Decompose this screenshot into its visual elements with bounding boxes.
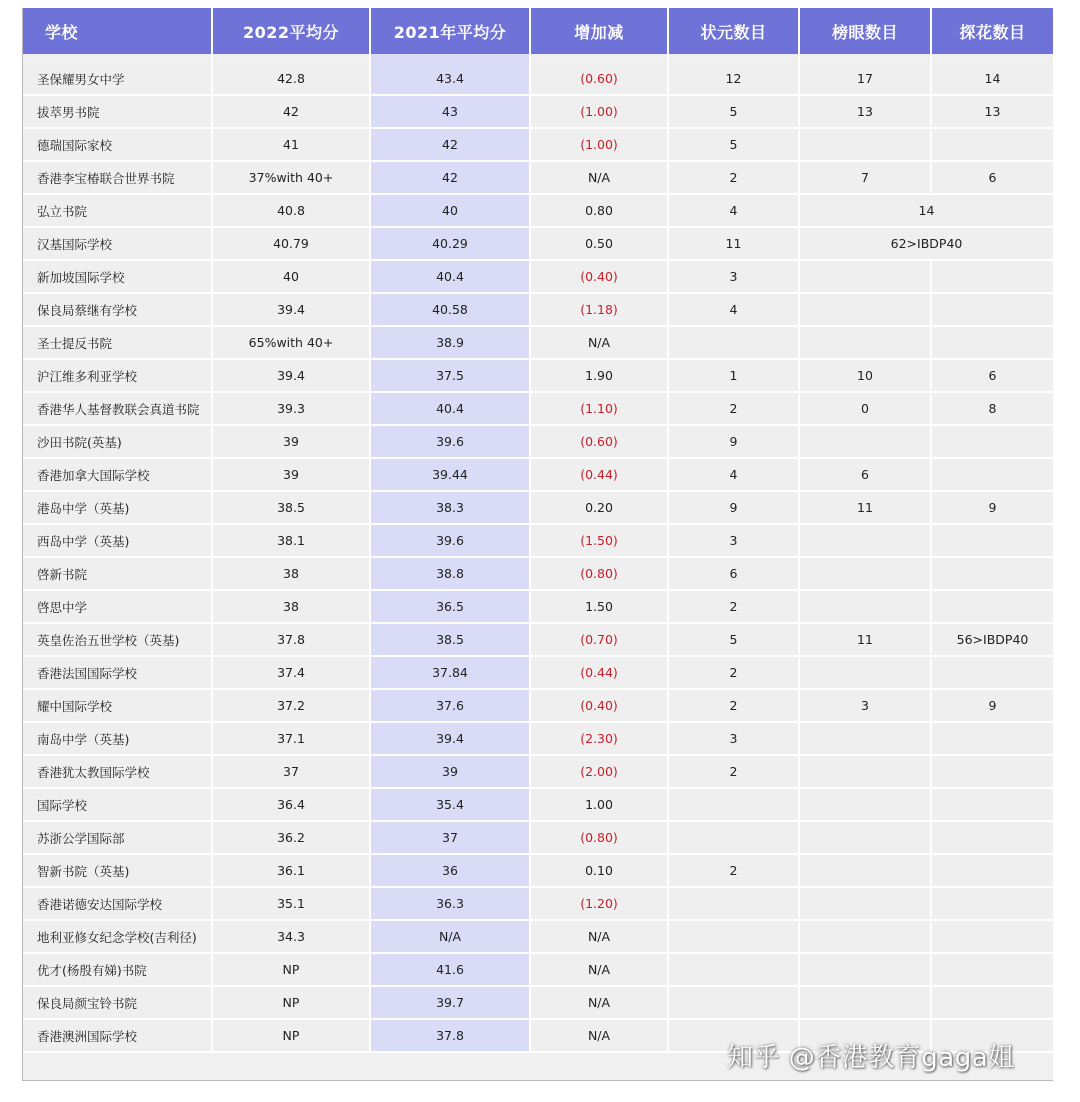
cell-school: 西岛中学（英基) xyxy=(23,525,213,558)
table-row xyxy=(23,855,1053,888)
cell-avg-2022: NP xyxy=(213,1020,371,1053)
cell-avg-2021: 39.7 xyxy=(371,987,531,1020)
cell-bangyan xyxy=(800,294,932,327)
cell-bangyan xyxy=(800,987,932,1020)
cell-change: (0.70) xyxy=(531,624,669,657)
cell-school: 新加坡国际学校 xyxy=(23,261,213,294)
cell-avg-2022: 40.8 xyxy=(213,195,371,228)
cell-zhuangyuan: 4 xyxy=(669,195,800,228)
cell-bangyan xyxy=(800,822,932,855)
table-row xyxy=(23,261,1053,294)
cell-change: (1.50) xyxy=(531,525,669,558)
header-tanhua-count: 探花数目 xyxy=(932,8,1053,54)
cell-change: (0.44) xyxy=(531,459,669,492)
cell-avg-2021: 39 xyxy=(371,756,531,789)
cell-zhuangyuan: 6 xyxy=(669,558,800,591)
cell-avg-2021: 37.5 xyxy=(371,360,531,393)
cell-avg-2022: 37.2 xyxy=(213,690,371,723)
cell-bangyan xyxy=(800,888,932,921)
cell-school: 香港法国国际学校 xyxy=(23,657,213,690)
cell-change: 0.20 xyxy=(531,492,669,525)
table-row xyxy=(23,492,1053,525)
table-row xyxy=(23,723,1053,756)
cell-zhuangyuan: 3 xyxy=(669,261,800,294)
cell-school: 香港华人基督教联会真道书院 xyxy=(23,393,213,426)
cell-avg-2021: 37.8 xyxy=(371,1020,531,1053)
cell-change: (0.40) xyxy=(531,261,669,294)
cell-tanhua xyxy=(932,591,1053,624)
cell-tanhua xyxy=(932,756,1053,789)
table-row xyxy=(23,657,1053,690)
cell-zhuangyuan: 1 xyxy=(669,360,800,393)
cell-bangyan xyxy=(800,327,932,360)
cell-bangyan xyxy=(800,129,932,162)
cell-bangyan-tanhua-merged: 14 xyxy=(800,195,1053,228)
cell-school: 啓思中学 xyxy=(23,591,213,624)
cell-zhuangyuan: 9 xyxy=(669,492,800,525)
table-row xyxy=(23,393,1053,426)
cell-avg-2021: 39.6 xyxy=(371,525,531,558)
cell-school: 啓新书院 xyxy=(23,558,213,591)
cell-school: 汉基国际学校 xyxy=(23,228,213,261)
cell-tanhua xyxy=(932,657,1053,690)
spacer-row xyxy=(23,54,1053,63)
cell-zhuangyuan: 2 xyxy=(669,393,800,426)
cell-tanhua: 56>IBDP40 xyxy=(932,624,1053,657)
cell-bangyan xyxy=(800,756,932,789)
cell-school: 香港加拿大国际学校 xyxy=(23,459,213,492)
cell-avg-2022: 39 xyxy=(213,426,371,459)
cell-bangyan xyxy=(800,657,932,690)
cell-avg-2022: 38.5 xyxy=(213,492,371,525)
cell-school: 地利亚修女纪念学校(吉利径) xyxy=(23,921,213,954)
cell-bangyan xyxy=(800,921,932,954)
cell-change: N/A xyxy=(531,162,669,195)
cell-change: 1.50 xyxy=(531,591,669,624)
cell-bangyan: 10 xyxy=(800,360,932,393)
cell-avg-2021: 39.4 xyxy=(371,723,531,756)
cell-change: (2.30) xyxy=(531,723,669,756)
table-row xyxy=(23,690,1053,723)
cell-avg-2022: 39.3 xyxy=(213,393,371,426)
cell-avg-2022: 39.4 xyxy=(213,294,371,327)
cell-tanhua xyxy=(932,327,1053,360)
cell-avg-2022: 37 xyxy=(213,756,371,789)
ib-results-table xyxy=(23,8,1053,1053)
cell-avg-2022: 36.4 xyxy=(213,789,371,822)
header-row xyxy=(23,8,1053,54)
cell-zhuangyuan xyxy=(669,822,800,855)
table-body xyxy=(23,54,1053,1053)
cell-avg-2021: 38.9 xyxy=(371,327,531,360)
cell-change: N/A xyxy=(531,987,669,1020)
cell-zhuangyuan: 2 xyxy=(669,756,800,789)
cell-school: 弘立书院 xyxy=(23,195,213,228)
cell-change: 0.50 xyxy=(531,228,669,261)
cell-school: 英皇佐治五世学校（英基) xyxy=(23,624,213,657)
cell-school: 优才(杨殷有娣)书院 xyxy=(23,954,213,987)
cell-school: 沪江维多利亚学校 xyxy=(23,360,213,393)
cell-bangyan: 7 xyxy=(800,162,932,195)
cell-avg-2022: 38.1 xyxy=(213,525,371,558)
cell-bangyan xyxy=(800,591,932,624)
cell-avg-2022: 40.79 xyxy=(213,228,371,261)
cell-school: 耀中国际学校 xyxy=(23,690,213,723)
cell-bangyan: 13 xyxy=(800,96,932,129)
cell-avg-2021: 36 xyxy=(371,855,531,888)
cell-avg-2022: 36.1 xyxy=(213,855,371,888)
cell-zhuangyuan: 4 xyxy=(669,294,800,327)
table-row xyxy=(23,558,1053,591)
table-row xyxy=(23,294,1053,327)
cell-zhuangyuan xyxy=(669,954,800,987)
cell-zhuangyuan xyxy=(669,921,800,954)
cell-tanhua: 6 xyxy=(932,360,1053,393)
cell-change: (0.44) xyxy=(531,657,669,690)
cell-zhuangyuan: 5 xyxy=(669,129,800,162)
cell-bangyan xyxy=(800,789,932,822)
cell-avg-2021: 40.29 xyxy=(371,228,531,261)
table-row xyxy=(23,63,1053,96)
cell-tanhua: 14 xyxy=(932,63,1053,96)
cell-school: 保良局颜宝铃书院 xyxy=(23,987,213,1020)
cell-avg-2022: 38 xyxy=(213,558,371,591)
header-avg-2021: 2021年平均分 xyxy=(371,8,531,54)
cell-zhuangyuan: 5 xyxy=(669,96,800,129)
cell-avg-2021: 40.4 xyxy=(371,261,531,294)
zhihu-watermark: 知乎 @香港教育gaga姐 xyxy=(727,1043,1015,1073)
cell-change: (0.60) xyxy=(531,63,669,96)
cell-tanhua xyxy=(932,723,1053,756)
table-row xyxy=(23,756,1053,789)
cell-school: 苏浙公学国际部 xyxy=(23,822,213,855)
cell-avg-2022: 65%with 40+ xyxy=(213,327,371,360)
cell-school: 智新书院（英基) xyxy=(23,855,213,888)
table-row xyxy=(23,426,1053,459)
cell-change: (2.00) xyxy=(531,756,669,789)
cell-change: (1.20) xyxy=(531,888,669,921)
cell-tanhua xyxy=(932,855,1053,888)
cell-avg-2021: 38.8 xyxy=(371,558,531,591)
cell-change: 1.90 xyxy=(531,360,669,393)
cell-bangyan xyxy=(800,723,932,756)
cell-bangyan-tanhua-merged: 62>IBDP40 xyxy=(800,228,1053,261)
cell-change: N/A xyxy=(531,1020,669,1053)
cell-bangyan xyxy=(800,261,932,294)
cell-school: 南岛中学（英基) xyxy=(23,723,213,756)
cell-avg-2022: 38 xyxy=(213,591,371,624)
cell-avg-2021: 37.6 xyxy=(371,690,531,723)
cell-tanhua xyxy=(932,789,1053,822)
cell-tanhua xyxy=(932,459,1053,492)
cell-bangyan: 3 xyxy=(800,690,932,723)
table-row xyxy=(23,954,1053,987)
table-row xyxy=(23,987,1053,1020)
table-row xyxy=(23,888,1053,921)
cell-avg-2022: 39 xyxy=(213,459,371,492)
cell-avg-2021: 36.5 xyxy=(371,591,531,624)
cell-avg-2021: 43 xyxy=(371,96,531,129)
cell-school: 德瑞国际家校 xyxy=(23,129,213,162)
cell-tanhua xyxy=(932,525,1053,558)
cell-bangyan: 11 xyxy=(800,624,932,657)
cell-avg-2021: 39.44 xyxy=(371,459,531,492)
cell-tanhua xyxy=(932,987,1053,1020)
cell-school: 国际学校 xyxy=(23,789,213,822)
header-avg-2022: 2022平均分 xyxy=(213,8,371,54)
cell-tanhua: 9 xyxy=(932,690,1053,723)
cell-school: 拔萃男书院 xyxy=(23,96,213,129)
cell-tanhua xyxy=(932,558,1053,591)
cell-avg-2022: 34.3 xyxy=(213,921,371,954)
cell-tanhua xyxy=(932,261,1053,294)
cell-avg-2022: 37.8 xyxy=(213,624,371,657)
cell-bangyan xyxy=(800,855,932,888)
cell-school: 香港李宝椿联合世界书院 xyxy=(23,162,213,195)
cell-avg-2021: 38.3 xyxy=(371,492,531,525)
cell-zhuangyuan: 12 xyxy=(669,63,800,96)
cell-school: 香港诺德安达国际学校 xyxy=(23,888,213,921)
table-row xyxy=(23,789,1053,822)
header-change: 增加减 xyxy=(531,8,669,54)
cell-zhuangyuan: 2 xyxy=(669,657,800,690)
cell-avg-2022: 36.2 xyxy=(213,822,371,855)
header-school: 学校 xyxy=(23,8,213,54)
cell-tanhua: 13 xyxy=(932,96,1053,129)
table-row xyxy=(23,129,1053,162)
cell-avg-2022: 40 xyxy=(213,261,371,294)
cell-zhuangyuan xyxy=(669,987,800,1020)
cell-change: N/A xyxy=(531,954,669,987)
table-row xyxy=(23,921,1053,954)
cell-avg-2022: 37.1 xyxy=(213,723,371,756)
cell-bangyan xyxy=(800,525,932,558)
cell-school: 沙田书院(英基) xyxy=(23,426,213,459)
cell-zhuangyuan: 2 xyxy=(669,162,800,195)
table-row xyxy=(23,822,1053,855)
table-row xyxy=(23,228,1053,261)
cell-bangyan: 6 xyxy=(800,459,932,492)
cell-avg-2021: 40.4 xyxy=(371,393,531,426)
table-header xyxy=(23,8,1053,54)
cell-tanhua xyxy=(932,129,1053,162)
table-row xyxy=(23,525,1053,558)
cell-avg-2022: 39.4 xyxy=(213,360,371,393)
cell-avg-2021: 39.6 xyxy=(371,426,531,459)
header-bangyan-count: 榜眼数目 xyxy=(800,8,932,54)
cell-bangyan xyxy=(800,426,932,459)
cell-change: N/A xyxy=(531,921,669,954)
cell-change: (0.80) xyxy=(531,822,669,855)
cell-bangyan xyxy=(800,558,932,591)
cell-school: 香港澳洲国际学校 xyxy=(23,1020,213,1053)
cell-change: 1.00 xyxy=(531,789,669,822)
cell-avg-2022: NP xyxy=(213,954,371,987)
cell-bangyan: 0 xyxy=(800,393,932,426)
cell-avg-2022: 37.4 xyxy=(213,657,371,690)
cell-tanhua xyxy=(932,954,1053,987)
cell-bangyan: 11 xyxy=(800,492,932,525)
cell-avg-2021: 43.4 xyxy=(371,63,531,96)
cell-zhuangyuan xyxy=(669,327,800,360)
cell-avg-2022: 35.1 xyxy=(213,888,371,921)
cell-zhuangyuan: 3 xyxy=(669,723,800,756)
cell-avg-2021: 41.6 xyxy=(371,954,531,987)
cell-school: 圣士提反书院 xyxy=(23,327,213,360)
table-row xyxy=(23,459,1053,492)
cell-zhuangyuan: 4 xyxy=(669,459,800,492)
cell-zhuangyuan: 9 xyxy=(669,426,800,459)
cell-avg-2022: 42.8 xyxy=(213,63,371,96)
cell-change: N/A xyxy=(531,327,669,360)
cell-school: 圣保耀男女中学 xyxy=(23,63,213,96)
table-row xyxy=(23,96,1053,129)
cell-bangyan xyxy=(800,954,932,987)
cell-zhuangyuan: 11 xyxy=(669,228,800,261)
cell-zhuangyuan xyxy=(669,888,800,921)
cell-avg-2022: 37%with 40+ xyxy=(213,162,371,195)
cell-change: 0.10 xyxy=(531,855,669,888)
cell-avg-2021: 37 xyxy=(371,822,531,855)
cell-avg-2021: 42 xyxy=(371,129,531,162)
cell-change: (0.40) xyxy=(531,690,669,723)
cell-change: (1.10) xyxy=(531,393,669,426)
cell-avg-2022: 42 xyxy=(213,96,371,129)
cell-tanhua xyxy=(932,294,1053,327)
cell-avg-2021: 37.84 xyxy=(371,657,531,690)
cell-zhuangyuan: 2 xyxy=(669,855,800,888)
cell-zhuangyuan: 5 xyxy=(669,624,800,657)
cell-zhuangyuan: 2 xyxy=(669,690,800,723)
cell-bangyan: 17 xyxy=(800,63,932,96)
cell-change: (1.00) xyxy=(531,96,669,129)
cell-tanhua: 6 xyxy=(932,162,1053,195)
cell-avg-2021: 40 xyxy=(371,195,531,228)
table-row xyxy=(23,162,1053,195)
cell-tanhua xyxy=(932,426,1053,459)
cell-avg-2022: 41 xyxy=(213,129,371,162)
cell-tanhua: 8 xyxy=(932,393,1053,426)
cell-tanhua xyxy=(932,822,1053,855)
cell-avg-2021: 38.5 xyxy=(371,624,531,657)
cell-avg-2021: N/A xyxy=(371,921,531,954)
cell-tanhua: 9 xyxy=(932,492,1053,525)
table-row xyxy=(23,624,1053,657)
cell-avg-2021: 40.58 xyxy=(371,294,531,327)
cell-school: 香港犹太教国际学校 xyxy=(23,756,213,789)
cell-zhuangyuan: 3 xyxy=(669,525,800,558)
results-sheet xyxy=(22,8,1053,1081)
table-row xyxy=(23,360,1053,393)
cell-change: 0.80 xyxy=(531,195,669,228)
cell-change: (0.80) xyxy=(531,558,669,591)
cell-tanhua xyxy=(932,888,1053,921)
table-row xyxy=(23,195,1053,228)
cell-change: (1.18) xyxy=(531,294,669,327)
cell-tanhua xyxy=(932,921,1053,954)
cell-school: 港岛中学（英基) xyxy=(23,492,213,525)
cell-school: 保良局蔡继有学校 xyxy=(23,294,213,327)
cell-avg-2022: NP xyxy=(213,987,371,1020)
cell-change: (1.00) xyxy=(531,129,669,162)
cell-avg-2021: 36.3 xyxy=(371,888,531,921)
header-zhuangyuan-count: 状元数目 xyxy=(669,8,800,54)
cell-zhuangyuan: 2 xyxy=(669,591,800,624)
cell-zhuangyuan xyxy=(669,789,800,822)
cell-change: (0.60) xyxy=(531,426,669,459)
cell-avg-2021: 42 xyxy=(371,162,531,195)
cell-avg-2021: 35.4 xyxy=(371,789,531,822)
table-row xyxy=(23,327,1053,360)
table-row xyxy=(23,591,1053,624)
